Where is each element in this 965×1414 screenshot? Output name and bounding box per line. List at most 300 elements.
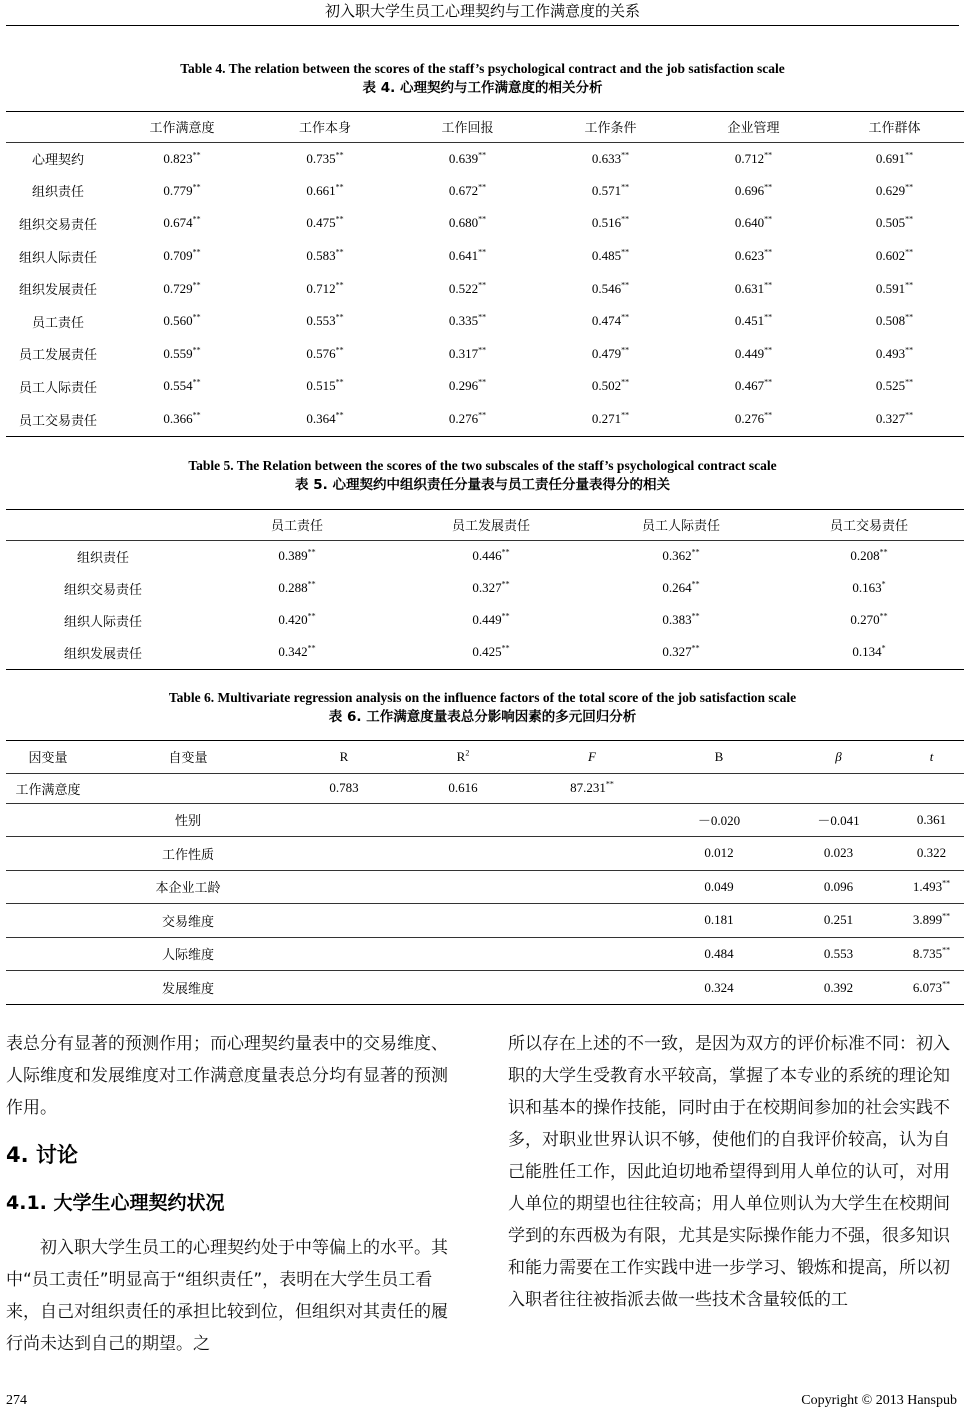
cell-value: 0.516 (591, 215, 622, 231)
significance-marker: ** (691, 643, 700, 653)
cell-value: 0.554 (163, 378, 193, 394)
table5-col-header (6, 510, 200, 540)
b-value: －0.020 (660, 803, 778, 837)
paragraph: 表总分有显著的预测作用；而心理契约量表中的交易维度、人际维度和发展维度对工作满意度量表总分均有显著的预测作用。 (6, 1034, 448, 1118)
t-value: 6.073 (912, 979, 943, 995)
table-cell (682, 175, 825, 208)
cell-value: 0.276 (734, 411, 765, 427)
t-value-cell (899, 937, 964, 971)
b-value: 0.181 (660, 904, 778, 938)
cell-value: 0.327 (472, 580, 502, 595)
cell-value: 0.672 (448, 182, 479, 198)
table-cell (254, 142, 396, 175)
table-cell (254, 305, 396, 338)
table5-header-row (6, 510, 964, 540)
cell-value: 0.560 (163, 313, 193, 329)
row-label: 组织交易责任 (18, 217, 97, 233)
significance-marker: ** (621, 247, 630, 257)
table-cell (774, 636, 964, 668)
significance-marker: ** (691, 579, 700, 589)
table-cell (402, 971, 524, 1005)
table-cell (539, 272, 682, 305)
significance-marker: ** (764, 247, 773, 257)
significance-marker: ** (192, 280, 201, 290)
cell-value: 0.276 (448, 411, 479, 427)
table-row (6, 870, 964, 904)
independent-variable: 本企业工龄 (90, 870, 286, 904)
independent-variable: 工作性质 (90, 837, 286, 871)
beta-value: －0.041 (778, 803, 899, 837)
significance-marker: ** (478, 312, 487, 322)
significance-marker: ** (621, 280, 630, 290)
table-cell (396, 403, 539, 436)
cell-value: 0.502 (591, 378, 622, 394)
table-cell (539, 175, 682, 208)
table-cell (6, 971, 90, 1005)
table5-col-header: 员工交易责任 (829, 519, 908, 535)
cell-value: 0.317 (448, 345, 479, 361)
f-value: 87.231 (570, 780, 606, 795)
significance-marker: ** (335, 247, 344, 257)
cell-value: 0.571 (591, 182, 622, 198)
cell-value: 0.559 (163, 345, 193, 361)
cell-value: 0.485 (591, 248, 622, 264)
table-row (6, 338, 964, 371)
cell-value: 0.641 (448, 248, 479, 264)
significance-marker: ** (501, 547, 510, 557)
independent-variable: 发展维度 (90, 971, 286, 1005)
cell-value: 0.591 (875, 280, 906, 296)
table4-bottom-rule (6, 436, 964, 437)
significance-marker: ** (691, 611, 700, 621)
cell-value: 0.633 (591, 150, 622, 166)
table6-col-r2 (402, 741, 524, 773)
table-cell (524, 803, 660, 837)
table-cell (254, 338, 396, 371)
table-cell (588, 604, 774, 636)
table-cell (682, 207, 825, 240)
t-value-cell (899, 803, 964, 837)
cell-value: 0.270 (850, 612, 880, 627)
running-header: 初入职大学生员工心理契约与工作满意度的关系 (324, 2, 640, 20)
table4-header-row (6, 112, 964, 142)
table-row (6, 370, 964, 403)
row-label: 组织交易责任 (63, 582, 142, 598)
section-heading-4: 4. 讨论 (6, 1143, 78, 1167)
table-cell (110, 272, 254, 305)
row-label: 组织发展责任 (63, 646, 142, 662)
b-value: 0.484 (660, 937, 778, 971)
cell-value: 0.691 (875, 150, 906, 166)
significance-marker: ** (192, 345, 201, 355)
significance-marker: ** (764, 150, 773, 160)
significance-marker: ** (307, 611, 316, 621)
significance-marker: ** (942, 945, 951, 955)
table-cell (394, 636, 588, 668)
table4-col-header: 企业管理 (727, 121, 780, 137)
table-cell (774, 540, 964, 572)
significance-marker: ** (307, 547, 316, 557)
cell-value: 0.288 (278, 580, 308, 595)
table-row (6, 937, 964, 971)
significance-marker: ** (478, 345, 487, 355)
table-cell (660, 773, 778, 803)
cell-value: 0.163 (852, 580, 882, 595)
cell-value: 0.639 (448, 150, 479, 166)
paragraph: 所以存在上述的不一致，是因为双方的评价标准不同：初入职的大学生受教育水平较高，掌握了本专业的系统的理论知识和基本的操作技能，同时由于在校期间参加的社会实践不多，对职业世界认识不够，使他们的自我评价较高，认为自己能胜任工作，因此迫切地希望得到用人单位的认可，对用人单位的期望也往往较高；用人单位则认为大学生在校期间学到的东西极为有限，尤其是实际操作能力不强，很多知识和能力需要在工作实践中进一步学习、锻炼和提高，所以初入职者往往被指派去做一些技术含量较低的工 (508, 1034, 950, 1310)
cell-value: 0.674 (163, 215, 193, 231)
significance-marker: ** (335, 215, 344, 225)
cell-value: 0.640 (734, 215, 765, 231)
significance-marker: ** (478, 378, 487, 388)
table-cell (524, 904, 660, 938)
significance-marker: ** (192, 378, 201, 388)
table-cell (682, 403, 825, 436)
table-cell (825, 403, 964, 436)
significance-marker: * (881, 643, 886, 653)
table-cell (524, 837, 660, 871)
significance-marker: ** (478, 280, 487, 290)
page-number: 274 (6, 1393, 27, 1408)
significance-marker: ** (478, 150, 487, 160)
significance-marker: ** (879, 611, 888, 621)
cell-value: 0.449 (734, 345, 765, 361)
table6-caption-zh: 表 6. 工作满意度量表总分影响因素的多元回归分析 (328, 709, 637, 725)
table6-col-dv: 因变量 (28, 751, 68, 767)
significance-marker: ** (879, 547, 888, 557)
cell-value: 0.661 (306, 182, 336, 198)
cell-value: 0.327 (875, 411, 906, 427)
significance-marker: ** (621, 410, 630, 420)
beta-value: 0.553 (778, 937, 899, 971)
table-cell (825, 370, 964, 403)
cell-value: 0.449 (472, 612, 502, 627)
table-cell (778, 773, 899, 803)
table-row (6, 837, 964, 871)
table-cell (6, 904, 90, 938)
table-cell (396, 305, 539, 338)
cell-value: 0.451 (734, 313, 765, 329)
table6-col-iv: 自变量 (168, 751, 208, 767)
significance-marker: ** (621, 150, 630, 160)
significance-marker: ** (905, 215, 914, 225)
cell-value: 0.546 (591, 280, 622, 296)
table-row (6, 904, 964, 938)
table-cell (682, 142, 825, 175)
table6-col-b: B (714, 748, 724, 764)
cell-value: 0.362 (662, 548, 692, 564)
beta-value: 0.023 (778, 837, 899, 871)
table-cell (6, 937, 90, 971)
significance-marker: ** (764, 182, 773, 192)
table5-col-header: 员工人际责任 (641, 519, 720, 535)
cell-value: 0.364 (306, 411, 336, 427)
significance-marker: ** (192, 215, 201, 225)
table-cell (286, 870, 402, 904)
t-value: 1.493 (912, 878, 943, 894)
cell-value: 0.327 (662, 644, 692, 659)
dependent-variable: 工作满意度 (6, 773, 90, 803)
table-cell (588, 540, 774, 572)
table-cell (200, 572, 394, 604)
cell-value: 0.629 (875, 182, 906, 198)
table-cell (402, 904, 524, 938)
significance-marker: ** (192, 410, 201, 420)
table-row (6, 803, 964, 837)
significance-marker: ** (942, 911, 951, 921)
table-cell (396, 338, 539, 371)
cell-value: 0.623 (734, 248, 765, 264)
table5-bottom-rule (6, 669, 964, 670)
significance-marker: ** (905, 312, 914, 322)
significance-marker: ** (307, 643, 316, 653)
significance-marker: ** (691, 547, 700, 557)
row-label: 组织责任 (31, 185, 84, 201)
significance-marker: ** (501, 579, 510, 589)
t-value: 0.361 (916, 811, 947, 827)
table4-col-header: 工作满意度 (149, 121, 215, 137)
r2-value: 0.616 (402, 773, 524, 803)
table-row (6, 305, 964, 338)
table-cell (539, 370, 682, 403)
significance-marker: ** (335, 345, 344, 355)
table-cell (682, 338, 825, 371)
independent-variable: 交易维度 (90, 904, 286, 938)
table6-col-r2-base: R (456, 748, 466, 764)
significance-marker: ** (942, 878, 951, 888)
table-cell (539, 338, 682, 371)
significance-marker: ** (905, 150, 914, 160)
table-row (6, 604, 964, 636)
row-label: 心理契约 (6, 142, 110, 175)
table-cell (394, 572, 588, 604)
cell-value: 0.493 (875, 345, 906, 361)
table-cell (774, 604, 964, 636)
table-cell (588, 636, 774, 668)
cell-value: 0.389 (278, 548, 308, 564)
significance-marker: ** (905, 345, 914, 355)
table-cell (402, 870, 524, 904)
table-cell (402, 937, 524, 971)
significance-marker: ** (478, 182, 487, 192)
table-cell (825, 305, 964, 338)
cell-value: 0.296 (448, 378, 479, 394)
table-cell (682, 370, 825, 403)
table-cell (254, 207, 396, 240)
table-row (6, 175, 964, 208)
cell-value: 0.446 (472, 548, 502, 564)
table-cell (539, 403, 682, 436)
table-cell (825, 240, 964, 273)
table-cell (6, 803, 90, 837)
table4-col-header: 工作条件 (584, 121, 637, 137)
table-cell (90, 773, 286, 803)
table-cell (286, 971, 402, 1005)
cell-value: 0.712 (306, 280, 336, 296)
table5-col-header: 员工发展责任 (451, 519, 530, 535)
copyright-notice: Copyright © 2013 Hanspub (801, 1393, 957, 1408)
table-cell (254, 370, 396, 403)
significance-marker: ** (764, 345, 773, 355)
beta-value: 0.096 (778, 870, 899, 904)
significance-marker: ** (764, 280, 773, 290)
table6-summary-row (6, 773, 964, 803)
cell-value: 0.264 (662, 580, 692, 595)
cell-value: 0.712 (734, 150, 765, 166)
table-cell (524, 870, 660, 904)
table-cell (396, 175, 539, 208)
significance-marker: ** (764, 378, 773, 388)
table-cell (539, 207, 682, 240)
table-cell (402, 803, 524, 837)
table-row (6, 971, 964, 1005)
table6-header-row (6, 741, 964, 773)
table5-col-header: 员工责任 (270, 519, 323, 535)
row-label: 组织发展责任 (18, 283, 97, 299)
table-cell (6, 837, 90, 871)
table-cell (396, 370, 539, 403)
t-value-cell (899, 870, 964, 904)
table-row (6, 272, 964, 305)
table-cell (200, 604, 394, 636)
b-value: 0.012 (660, 837, 778, 871)
table-row (6, 540, 964, 572)
table-cell (254, 272, 396, 305)
t-value-cell (899, 837, 964, 871)
cell-value: 0.553 (306, 313, 336, 329)
table-cell (254, 240, 396, 273)
table-cell (286, 803, 402, 837)
f-value-cell (524, 773, 660, 803)
table4-col-header: 工作本身 (298, 121, 351, 137)
table-cell (825, 175, 964, 208)
cell-value: 0.335 (448, 313, 479, 329)
table-row (6, 142, 964, 175)
significance-marker: ** (942, 979, 951, 989)
cell-value: 0.134 (852, 644, 882, 659)
table-row (6, 240, 964, 273)
significance-marker: ** (621, 378, 630, 388)
table6-col-beta: β (835, 748, 842, 764)
table-cell (396, 142, 539, 175)
significance-marker: ** (605, 779, 614, 789)
t-value: 8.735 (912, 945, 943, 961)
cell-value: 0.271 (591, 411, 622, 427)
table-cell (254, 175, 396, 208)
table-row (6, 636, 964, 668)
table6-caption-en: Table 6. Multivariate regression analysis on the influence factors of the total score of the job satisfaction scale (168, 690, 797, 705)
cell-value: 0.729 (163, 280, 193, 296)
table4 (6, 112, 964, 435)
cell-value: 0.779 (163, 182, 193, 198)
significance-marker: ** (764, 410, 773, 420)
table5-caption-zh: 表 5. 心理契约中组织责任分量表与员工责任分量表得分的相关 (295, 477, 670, 493)
table4-col-header: 工作回报 (441, 121, 494, 137)
significance-marker: ** (192, 150, 201, 160)
table6-col-f: F (588, 748, 596, 764)
cell-value: 0.467 (734, 378, 765, 394)
significance-marker: ** (335, 378, 344, 388)
table-cell (110, 175, 254, 208)
cell-value: 0.208 (850, 548, 880, 564)
table-row (6, 572, 964, 604)
significance-marker: * (881, 579, 886, 589)
t-value: 0.322 (916, 845, 947, 861)
table-cell (110, 370, 254, 403)
significance-marker: ** (478, 410, 487, 420)
row-label: 员工人际责任 (18, 380, 97, 396)
table-cell (110, 142, 254, 175)
significance-marker: ** (905, 378, 914, 388)
r-value: 0.783 (286, 773, 402, 803)
b-value: 0.049 (660, 870, 778, 904)
row-label: 组织人际责任 (63, 614, 142, 630)
cell-value: 0.479 (591, 345, 622, 361)
significance-marker: ** (335, 150, 344, 160)
left-column-paragraph-1 (6, 1028, 462, 1124)
table4-caption-zh: 表 4. 心理契约与工作满意度的相关分析 (362, 80, 603, 96)
table-cell (200, 540, 394, 572)
cell-value: 0.425 (472, 644, 502, 659)
significance-marker: ** (307, 579, 316, 589)
independent-variable: 性别 (90, 803, 286, 837)
b-value: 0.324 (660, 971, 778, 1005)
significance-marker: ** (501, 611, 510, 621)
table6-col-r2-sup: 2 (465, 748, 470, 758)
left-column-paragraph-2 (6, 1232, 462, 1360)
table-cell (6, 870, 90, 904)
beta-value: 0.251 (778, 904, 899, 938)
table-cell (286, 937, 402, 971)
table-cell (539, 305, 682, 338)
row-label: 组织责任 (6, 540, 200, 572)
significance-marker: ** (478, 215, 487, 225)
table6-bottom-rule (6, 1004, 964, 1005)
cell-value: 0.602 (875, 248, 906, 264)
cell-value: 0.383 (662, 612, 692, 627)
table-cell (286, 904, 402, 938)
independent-variable: 人际维度 (90, 937, 286, 971)
cell-value: 0.823 (163, 150, 193, 166)
table-row (6, 403, 964, 436)
table-cell (588, 572, 774, 604)
table4-col-header (6, 112, 110, 142)
significance-marker: ** (335, 182, 344, 192)
table-cell (825, 207, 964, 240)
significance-marker: ** (621, 215, 630, 225)
cell-value: 0.709 (163, 248, 193, 264)
table4-caption-en: Table 4. The relation between the scores of the staff’s psychological contract and the job satisfaction scale (180, 61, 785, 76)
cell-value: 0.508 (875, 313, 906, 329)
table-cell (825, 142, 964, 175)
table5-caption-en: Table 5. The Relation between the scores of the two subscales of the staff’s psychological contract scale (188, 458, 777, 473)
table-cell (396, 240, 539, 273)
table-cell (524, 937, 660, 971)
table-cell (254, 403, 396, 436)
significance-marker: ** (905, 410, 914, 420)
table6-col-t: t (929, 748, 934, 764)
header-rule (6, 25, 959, 26)
table-cell (682, 240, 825, 273)
cell-value: 0.515 (306, 378, 336, 394)
row-label: 员工责任 (31, 315, 84, 331)
significance-marker: ** (192, 312, 201, 322)
table-cell (396, 272, 539, 305)
cell-value: 0.474 (591, 313, 622, 329)
significance-marker: ** (764, 312, 773, 322)
significance-marker: ** (905, 182, 914, 192)
table-cell (899, 773, 964, 803)
